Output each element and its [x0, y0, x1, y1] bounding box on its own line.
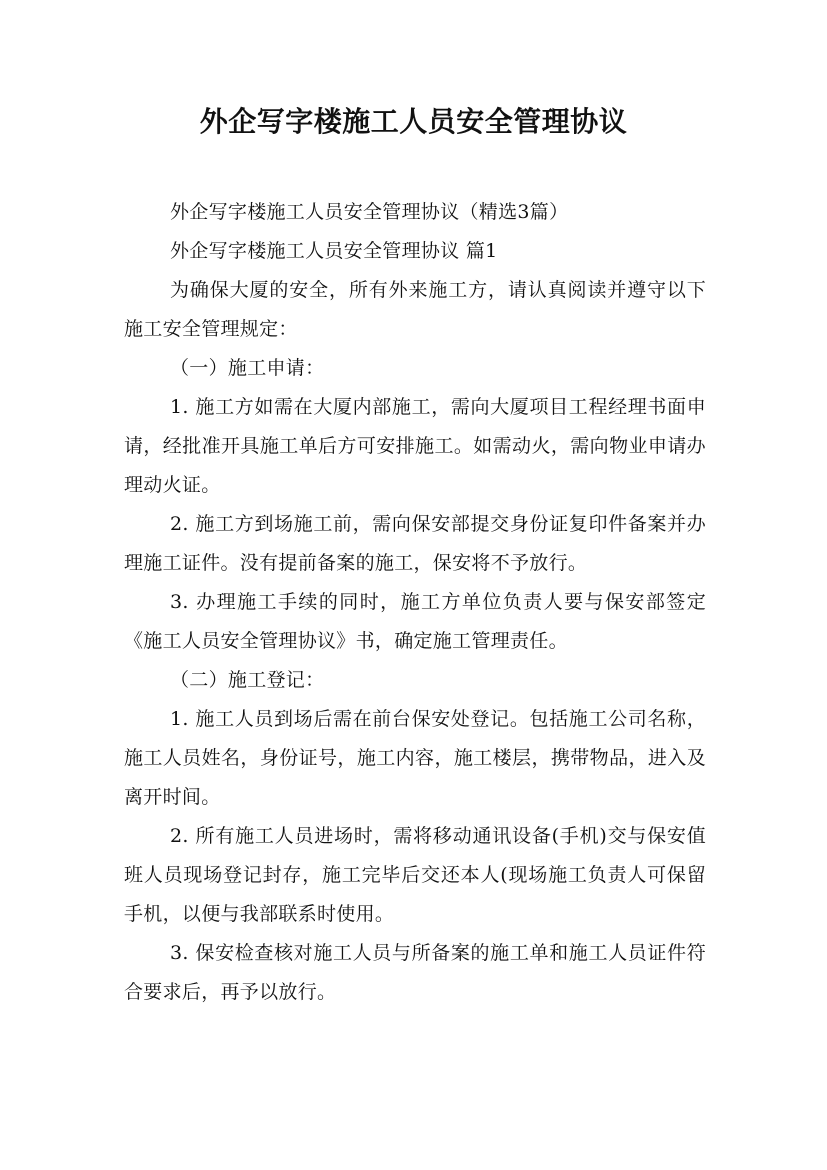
paragraph-registration-1: 1. 施工人员到场后需在前台保安处登记。包括施工公司名称，施工人员姓名，身份证号，施工内容，施工楼层，携带物品，进入及离开时间。	[124, 708, 706, 808]
paragraph-application-3: 3. 办理施工手续的同时，施工方单位负责人要与保安部签定《施工人员安全管理协议》书，确定施工管理责任。	[124, 591, 706, 652]
paragraph-section-heading: 外企写字楼施工人员安全管理协议 篇1	[170, 240, 498, 262]
paragraph-registration-3: 3. 保安检查核对施工人员与所备案的施工单和施工人员证件符合要求后，再予以放行。	[124, 942, 706, 1003]
paragraph-heading-registration: （二）施工登记：	[170, 669, 325, 691]
paragraph-registration-2: 2. 所有施工人员进场时，需将移动通讯设备(手机)交与保安值班人员现场登记封存，施工完毕后交还本人(现场施工负责人可保留手机，以便与我部联系时使用。	[124, 825, 706, 925]
paragraph-application-1: 1. 施工方如需在大厦内部施工，需向大厦项目工程经理书面申请，经批准开具施工单后方可安排施工。如需动火，需向物业申请办理动火证。	[124, 396, 706, 496]
paragraph-intro: 为确保大厦的安全，所有外来施工方，请认真阅读并遵守以下施工安全管理规定：	[124, 279, 706, 340]
paragraph-application-2: 2. 施工方到场施工前，需向保安部提交身份证复印件备案并办理施工证件。没有提前备案的施工，保安将不予放行。	[124, 513, 706, 574]
document-title: 外企写字楼施工人员安全管理协议	[199, 105, 628, 138]
document-body	[124, 193, 706, 1012]
paragraph-heading-application: （一）施工申请：	[170, 357, 325, 379]
paragraph-subtitle: 外企写字楼施工人员安全管理协议（精选3篇）	[170, 201, 569, 223]
